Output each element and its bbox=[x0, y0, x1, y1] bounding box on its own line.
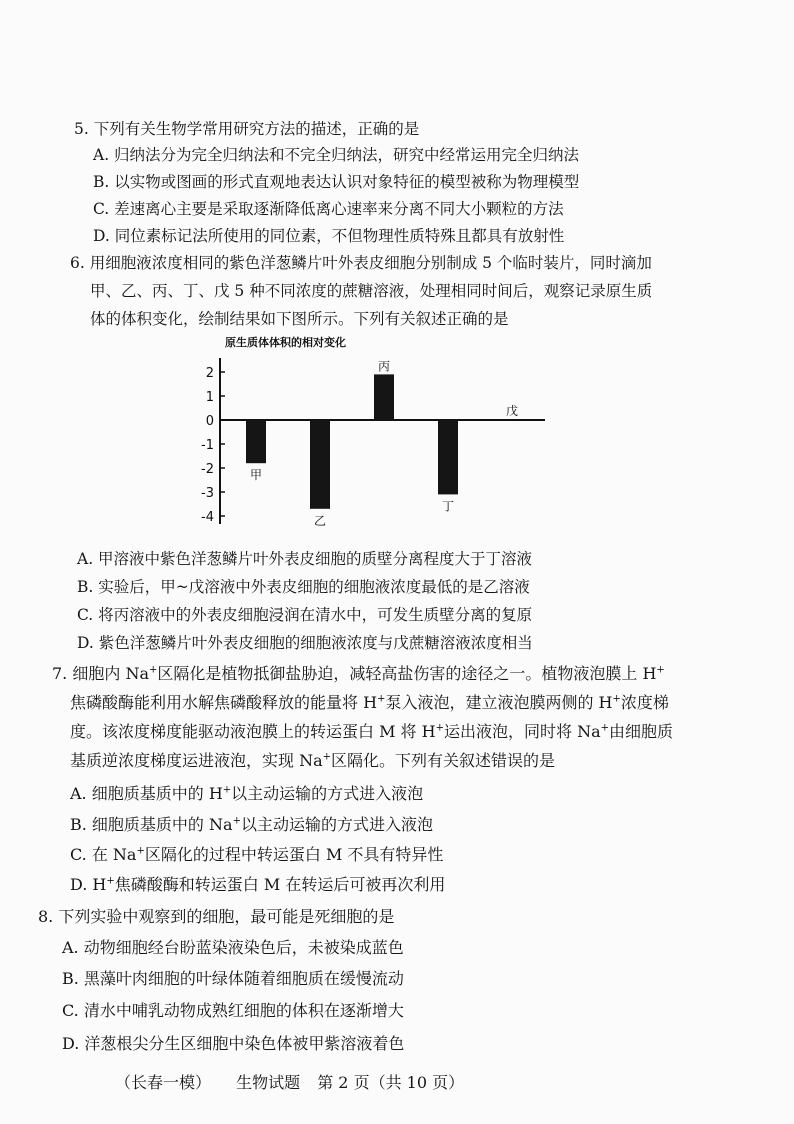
q7-option-b: B. 细胞质基质中的 Na+以主动运输的方式进入液泡 bbox=[70, 815, 433, 834]
q8-option-d: D. 洋葱根尖分生区细胞中染色体被甲紫溶液着色 bbox=[62, 1034, 405, 1053]
q6-stem-line-1: 6. 用细胞液浓度相同的紫色洋葱鳞片叶外表皮细胞分别制成 5 个临时装片，同时滴加 bbox=[70, 254, 652, 272]
y-tick-label: 0 bbox=[205, 414, 214, 429]
q5-option-a: A. 归纳法分为完全归纳法和不完全归纳法，研究中经常运用完全归纳法 bbox=[93, 146, 580, 164]
q6-option-d: D. 紫色洋葱鳞片叶外表皮细胞的细胞液浓度与戊蔗糖溶液浓度相当 bbox=[77, 634, 533, 652]
bar-label-2: 丙 bbox=[377, 359, 391, 374]
q7-stem-line-1: 7. 细胞内 Na+区隔化是植物抵御盐胁迫，减轻高盐伤害的途径之一。植物液泡膜上 H+ bbox=[52, 664, 665, 683]
q5-stem: 5. 下列有关生物学常用研究方法的描述，正确的是 bbox=[74, 120, 420, 138]
footer-subject: 生物试题 bbox=[236, 1073, 301, 1092]
y-tick-label: -4 bbox=[201, 510, 214, 525]
q5-option-b: B. 以实物或图画的形式直观地表达认识对象特征的模型被称为物理模型 bbox=[93, 173, 580, 191]
q6-stem-line-2: 甲、乙、丙、丁、戊 5 种不同浓度的蔗糖溶液，处理相同时间后，观察记录原生质 bbox=[90, 282, 653, 300]
chart-title: 原生质体体积的相对变化 bbox=[225, 336, 346, 349]
q6-stem-line-3: 体的体积变化，绘制结果如下图所示。下列有关叙述正确的是 bbox=[90, 310, 509, 328]
bar-label-1: 乙 bbox=[313, 513, 327, 528]
footer-page-number: 第 2 页（共 10 页） bbox=[317, 1073, 465, 1092]
q6-option-c: C. 将丙溶液中的外表皮细胞浸润在清水中，可发生质壁分离的复原 bbox=[77, 606, 533, 624]
y-tick-label: -3 bbox=[201, 486, 214, 501]
bar-3 bbox=[438, 420, 458, 494]
bar-2 bbox=[374, 374, 394, 420]
q7-stem-line-4: 基质逆浓度梯度运进液泡，实现 Na+区隔化。下列有关叙述错误的是 bbox=[70, 751, 556, 770]
bar-label-4: 戊 bbox=[505, 404, 519, 418]
q7-stem-line-3: 度。该浓度梯度能驱动液泡膜上的转运蛋白 M 将 H+运出液泡，同时将 Na+由细胞质 bbox=[70, 722, 674, 741]
y-tick-label: -2 bbox=[201, 462, 214, 477]
y-tick-label: 1 bbox=[205, 390, 214, 405]
y-tick-label: -1 bbox=[201, 438, 214, 453]
protoplast-volume-bar-chart bbox=[200, 334, 560, 534]
bar-1 bbox=[310, 420, 330, 509]
q8-option-b: B. 黑藻叶肉细胞的叶绿体随着细胞质在缓慢流动 bbox=[62, 969, 404, 988]
y-tick-group bbox=[201, 366, 225, 525]
q7-option-c: C. 在 Na+区隔化的过程中转运蛋白 M 不具有特异性 bbox=[70, 845, 444, 864]
q8-option-a: A. 动物细胞经台盼蓝染液染色后，未被染成蓝色 bbox=[62, 938, 404, 957]
q8-stem: 8. 下列实验中观察到的细胞，最可能是死细胞的是 bbox=[38, 907, 395, 926]
q6-option-b: B. 实验后，甲~戊溶液中外表皮细胞的细胞液浓度最低的是乙溶液 bbox=[77, 578, 530, 596]
q7-option-d: D. H+焦磷酸酶和转运蛋白 M 在转运后可被再次利用 bbox=[70, 875, 446, 894]
q7-stem-line-2: 焦磷酸酶能利用水解焦磷酸释放的能量将 H+泵入液泡，建立液泡膜两侧的 H+浓度梯 bbox=[70, 693, 669, 712]
q7-option-a: A. 细胞质基质中的 H+以主动运输的方式进入液泡 bbox=[70, 784, 424, 803]
bar-group bbox=[246, 374, 458, 508]
bar-0 bbox=[246, 420, 266, 463]
q5-option-c: C. 差速离心主要是采取逐渐降低离心速率来分离不同大小颗粒的方法 bbox=[93, 200, 564, 218]
y-tick-label: 2 bbox=[205, 366, 214, 381]
bar-label-0: 甲 bbox=[249, 468, 263, 483]
footer-exam-name: （长春一模） bbox=[115, 1073, 212, 1092]
q6-option-a: A. 甲溶液中紫色洋葱鳞片叶外表皮细胞的质壁分离程度大于丁溶液 bbox=[77, 550, 533, 568]
q8-option-c: C. 清水中哺乳动物成熟红细胞的体积在逐渐增大 bbox=[62, 1001, 404, 1020]
page-footer bbox=[115, 1070, 464, 1093]
q5-option-d: D. 同位素标记法所使用的同位素，不但物理性质特殊且都具有放射性 bbox=[93, 227, 565, 245]
bar-label-3: 丁 bbox=[441, 499, 455, 514]
